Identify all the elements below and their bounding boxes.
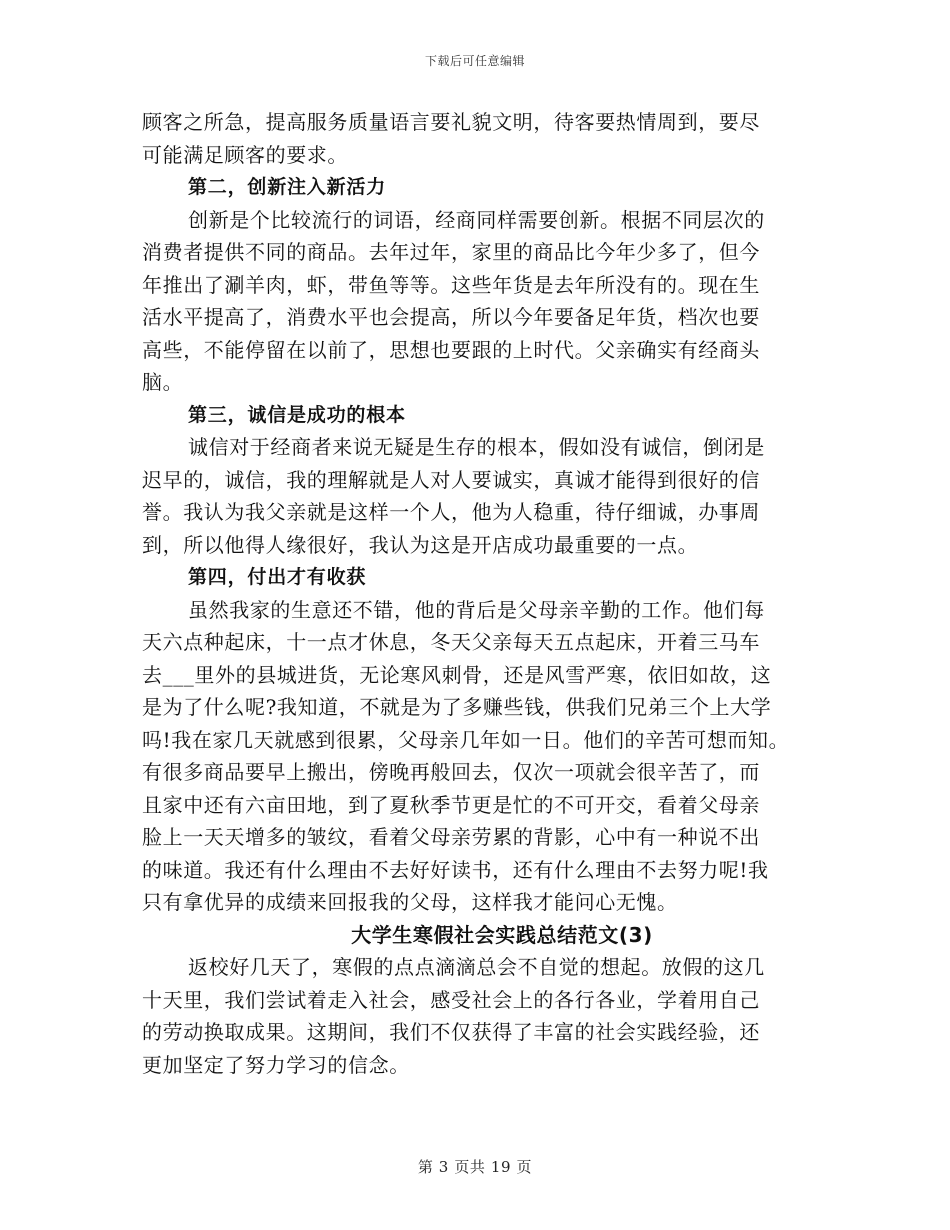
body-text-line: 吗!我在家几天就感到很累，父母亲几年如一日。他们的辛苦可想而知。 xyxy=(142,727,790,752)
body-text-line: 返校好几天了，寒假的点点滴滴总会不自觉的想起。放假的这几 xyxy=(188,955,765,979)
body-text-line: 的劳动换取成果。这期间，我们不仅获得了丰富的社会实践经验，还 xyxy=(142,1020,760,1044)
body-text-line: 更加坚定了努力学习的信念。 xyxy=(142,1052,410,1077)
page-number-footer: 第 3 页共 19 页 xyxy=(417,1158,533,1176)
body-text-line: 去___里外的县城进货，无论寒风刺骨，还是风雪严寒，依旧如故，这 xyxy=(142,662,772,687)
body-text-line: 可能满足顾客的要求。 xyxy=(142,142,348,167)
body-text-line: 脑。 xyxy=(142,370,184,394)
body-text-line: 活水平提高了，消费水平也会提高，所以今年要备足年货，档次也要 xyxy=(142,305,760,329)
section-heading: 第二，创新注入新活力 xyxy=(188,176,387,198)
section-heading: 第三，诚信是成功的根本 xyxy=(188,403,406,426)
body-text-line: 消费者提供不同的商品。去年过年，家里的商品比今年少多了，但今 xyxy=(142,240,760,264)
section-heading: 第四，付出才有收获 xyxy=(188,566,367,588)
body-text-line: 十天里，我们尝试着走入社会，感受社会上的各行各业，学着用自己 xyxy=(142,987,760,1012)
body-text-line: 创新是个比较流行的词语，经商同样需要创新。根据不同层次的 xyxy=(188,207,765,232)
body-text-line: 是为了什么呢?我知道，不就是为了多赚些钱，供我们兄弟三个上大学 xyxy=(142,695,772,719)
document-section-title: 大学生寒假社会实践总结范文(3) xyxy=(351,922,653,947)
body-text-line: 到，所以他得人缘很好，我认为这是开店成功最重要的一点。 xyxy=(142,532,699,557)
body-text-line: 诚信对于经商者来说无疑是生存的根本，假如没有诚信，倒闭是 xyxy=(188,435,765,459)
body-text-line: 脸上一天天增多的皱纹，看着父母亲劳累的背影，心中有一种说不出 xyxy=(142,825,760,849)
body-text-line: 高些，不能停留在以前了，思想也要跟的上时代。父亲确实有经商头 xyxy=(142,337,760,362)
page-header-note: 下载后可任意编辑 xyxy=(424,54,525,68)
body-text-line: 的味道。我还有什么理由不去好好读书，还有什么理由不去努力呢!我 xyxy=(142,857,769,882)
body-text-line: 誉。我认为我父亲就是这样一个人，他为人稳重，待仔细诚，办事周 xyxy=(142,500,760,524)
body-text-line: 只有拿优异的成绩来回报我的父母，这样我才能问心无愧。 xyxy=(142,890,678,914)
body-text-line: 有很多商品要早上搬出，傍晚再般回去，仅次一项就会很辛苦了，而 xyxy=(142,760,760,784)
body-text-line: 且家中还有六亩田地，到了夏秋季节更是忙的不可开交，看着父母亲 xyxy=(142,792,760,817)
body-text-line: 天六点种起床，十一点才休息，冬天父亲每天五点起床，开着三马车 xyxy=(142,630,760,654)
body-text-line: 顾客之所急，提高服务质量语言要礼貌文明，待客要热情周到，要尽 xyxy=(142,110,760,134)
document-body xyxy=(142,106,822,1081)
body-text-line: 迟早的，诚信，我的理解就是人对人要诚实，真诚才能得到很好的信 xyxy=(142,467,760,492)
body-text-line: 年推出了涮羊肉，虾，带鱼等等。这些年货是去年所没有的。现在生 xyxy=(142,272,760,297)
body-text-line: 虽然我家的生意还不错，他的背后是父母亲辛勤的工作。他们每 xyxy=(188,597,765,622)
